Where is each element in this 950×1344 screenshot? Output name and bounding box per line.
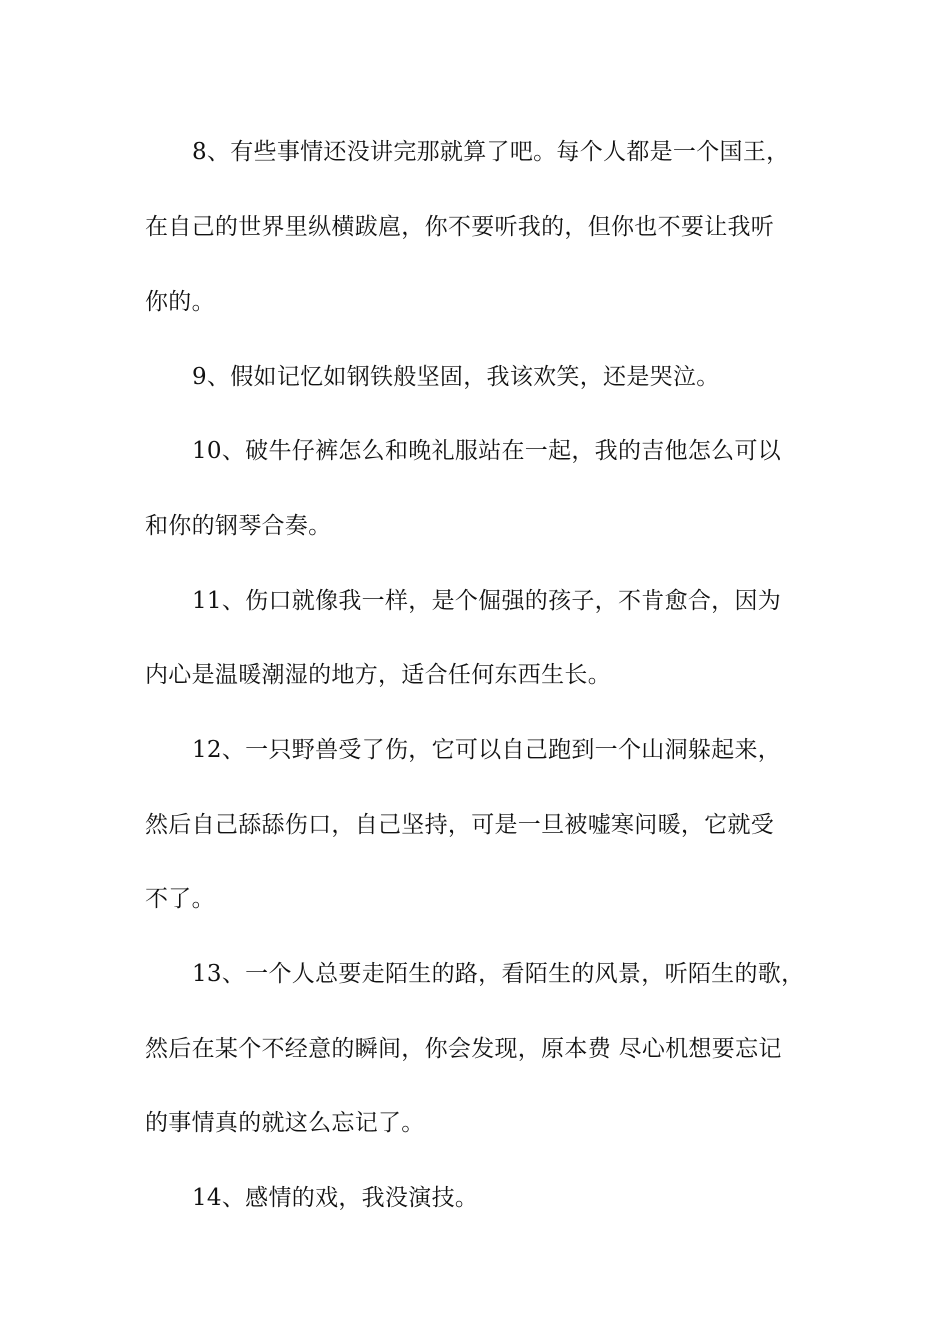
paragraph-10-line-1: 10、破牛仔裤怎么和晚礼服站在一起，我的吉他怎么可以 — [192, 438, 782, 464]
paragraph-12-line-1: 12、一只野兽受了伤，它可以自己跑到一个山洞躲起来， — [192, 737, 782, 763]
paragraph-12-line-2: 然后自己舔舔伤口，自己坚持，可是一旦被嘘寒问暖，它就受 — [145, 812, 775, 838]
paragraph-10-line-2: 和你的钢琴合奏。 — [145, 513, 332, 539]
paragraph-12-line-3: 不了。 — [145, 886, 215, 912]
paragraph-13-line-1: 13、一个人总要走陌生的路，看陌生的风景，听陌生的歌， — [192, 961, 805, 987]
paragraph-11-line-1: 11、伤口就像我一样，是个倔强的孩子，不肯愈合，因为 — [192, 588, 782, 614]
paragraph-14-line-1: 14、感情的戏，我没演技。 — [192, 1185, 479, 1211]
paragraph-11-line-2: 内心是温暖潮湿的地方，适合任何东西生长。 — [145, 662, 611, 688]
paragraph-8-line-2: 在自己的世界里纵横跋扈，你不要听我的，但你也不要让我听 — [145, 214, 775, 240]
paragraph-9-line-1: 9、假如记忆如钢铁般坚固，我该欢笑，还是哭泣。 — [192, 364, 720, 390]
paragraph-13-line-3: 的事情真的就这么忘记了。 — [145, 1110, 425, 1136]
paragraph-13-line-2: 然后在某个不经意的瞬间，你会发现，原本费 尽心机想要忘记 — [145, 1036, 782, 1062]
paragraph-8-line-3: 你的。 — [145, 289, 215, 315]
paragraph-8-line-1: 8、有些事情还没讲完那就算了吧。每个人都是一个国王， — [192, 139, 790, 165]
